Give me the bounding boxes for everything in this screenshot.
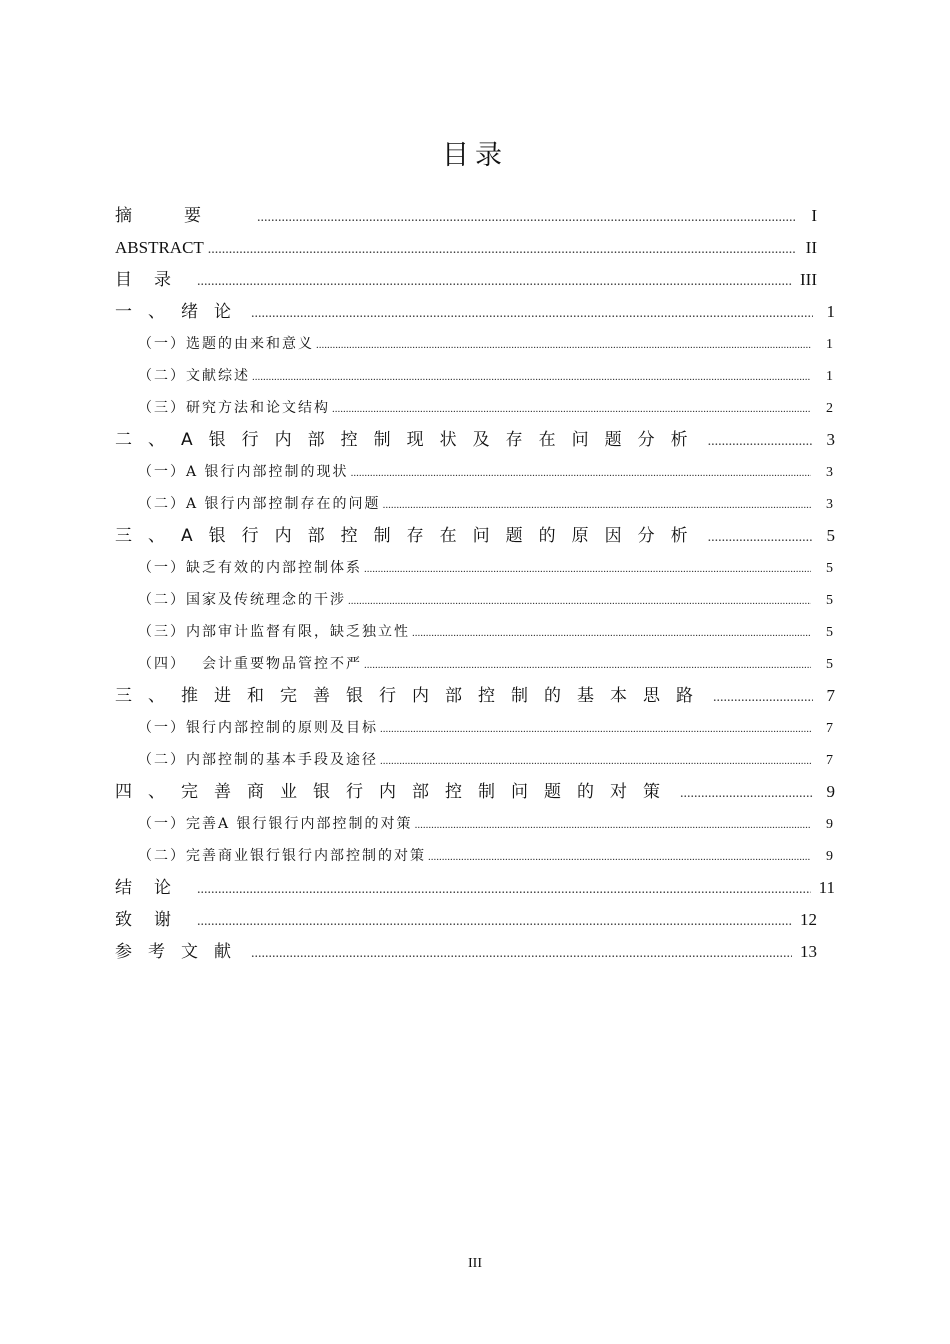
toc-entry-label: （一）完善A 银行银行内部控制的对策 [138,816,413,832]
toc-leader [708,522,813,554]
page-number: III [468,1256,482,1271]
toc-entry-page: 7 [826,753,833,768]
toc-leader [680,778,813,810]
toc-entry-label: 一、绪论 [115,302,247,322]
toc-leader [383,489,811,521]
toc-entry-page: 5 [826,625,833,640]
toc-entry-acknowledgements[interactable] [115,904,835,936]
toc-entry-chapter-4[interactable] [115,776,835,808]
toc-entry-section[interactable] [115,392,835,424]
toc-entry-references[interactable] [115,936,835,968]
toc-entry-page: 1 [826,337,833,352]
toc-entry-contents[interactable] [115,264,835,296]
toc-leader [415,809,811,841]
toc-entry-page: I [811,206,817,225]
toc-leader [316,329,811,361]
toc-entry-conclusion[interactable] [115,872,835,904]
toc-entry-label: （二）A 银行内部控制存在的问题 [138,496,381,512]
toc-entry-section[interactable] [115,456,835,488]
toc-leader [364,649,811,681]
toc-entry-page: 5 [826,561,833,576]
page-title: 目录 [442,140,508,171]
toc-leader [197,906,792,938]
toc-entry-label: 四、完善商业银行内部控制问题的对策 [115,782,676,802]
toc-entry-abstract-en[interactable] [115,232,835,264]
toc-entry-label: （二）国家及传统理念的干涉 [138,592,346,608]
table-of-contents [115,200,835,968]
toc-entry-label: （一）选题的由来和意义 [138,336,314,352]
toc-entry-page: 12 [800,910,817,929]
toc-leader [251,938,792,970]
toc-entry-label: （一）A 银行内部控制的现状 [138,464,349,480]
toc-leader [332,393,811,425]
toc-entry-page: 9 [826,817,833,832]
toc-entry-label-text: 会计重要物品管控不严 [202,656,362,672]
toc-entry-label: 致谢 [115,910,193,930]
toc-entry-page: 1 [826,302,835,321]
toc-leader [208,234,795,266]
toc-entry-label: 结论 [115,878,193,898]
toc-leader [364,553,811,585]
toc-entry-section[interactable] [115,840,835,872]
toc-entry-label: （二）内部控制的基本手段及途径 [138,752,378,768]
toc-leader [380,713,811,745]
toc-leader [252,361,811,393]
toc-leader [257,202,795,234]
toc-entry-section[interactable] [115,744,835,776]
toc-entry-page: 1 [826,369,833,384]
toc-leader [197,266,792,298]
toc-entry-label: （三）研究方法和论文结构 [138,400,330,416]
toc-entry-chapter-2[interactable] [115,424,835,456]
toc-leader [713,682,813,714]
toc-entry-page: 13 [800,942,817,961]
toc-entry-label: （一）缺乏有效的内部控制体系 [138,560,362,576]
toc-entry-section[interactable] [115,488,835,520]
toc-entry-section[interactable] [115,584,835,616]
toc-entry-page: 9 [826,849,833,864]
toc-entry-page: 5 [826,593,833,608]
toc-leader [428,841,811,873]
toc-leader [380,745,811,777]
toc-entry-chapter-3b[interactable] [115,680,835,712]
toc-entry-page: III [800,270,817,289]
toc-entry-section[interactable] [115,328,835,360]
toc-entry-section[interactable] [115,360,835,392]
toc-leader [351,457,811,489]
toc-entry-page: 3 [826,465,833,480]
toc-entry-page: 7 [826,721,833,736]
toc-entry-label: （二）完善商业银行银行内部控制的对策 [138,848,426,864]
toc-entry-label: 摘要 [115,206,253,226]
toc-entry-label: （二）文献综述 [138,368,250,384]
toc-entry-label: （四） [138,656,186,672]
toc-entry-section[interactable] [115,552,835,584]
toc-entry-page: 11 [818,878,835,897]
toc-leader [197,874,811,906]
toc-leader [348,585,811,617]
toc-leader [412,617,811,649]
toc-entry-label: 参考文献 [115,942,247,962]
toc-entry-label: 三、A银行内部控制存在问题的原因分析 [115,526,704,546]
toc-entry-page: 2 [826,401,833,416]
toc-entry-label: （一）银行内部控制的原则及目标 [138,720,378,736]
toc-entry-page: II [805,238,817,257]
toc-entry-section[interactable] [115,648,835,680]
toc-entry-abstract-cn[interactable] [115,200,835,232]
toc-entry-chapter-1[interactable] [115,296,835,328]
toc-entry-label: 二、A银行内部控制现状及存在问题分析 [115,430,704,450]
toc-entry-label: 三、推进和完善银行内部控制的基本思路 [115,686,709,706]
toc-entry-page: 9 [826,782,835,801]
toc-entry-section[interactable] [115,712,835,744]
toc-entry-page: 3 [826,430,835,449]
toc-entry-page: 7 [826,686,835,705]
toc-entry-label: ABSTRACT [115,238,204,257]
toc-entry-page: 5 [826,526,835,545]
toc-entry-label: 目录 [115,270,193,290]
toc-entry-label: （三）内部审计监督有限，缺乏独立性 [138,624,410,640]
toc-entry-section[interactable] [115,808,835,840]
toc-entry-page: 3 [826,497,833,512]
toc-entry-page: 5 [826,657,833,672]
toc-entry-section[interactable] [115,616,835,648]
toc-entry-chapter-3[interactable] [115,520,835,552]
toc-leader [708,426,813,458]
toc-leader [251,298,813,330]
